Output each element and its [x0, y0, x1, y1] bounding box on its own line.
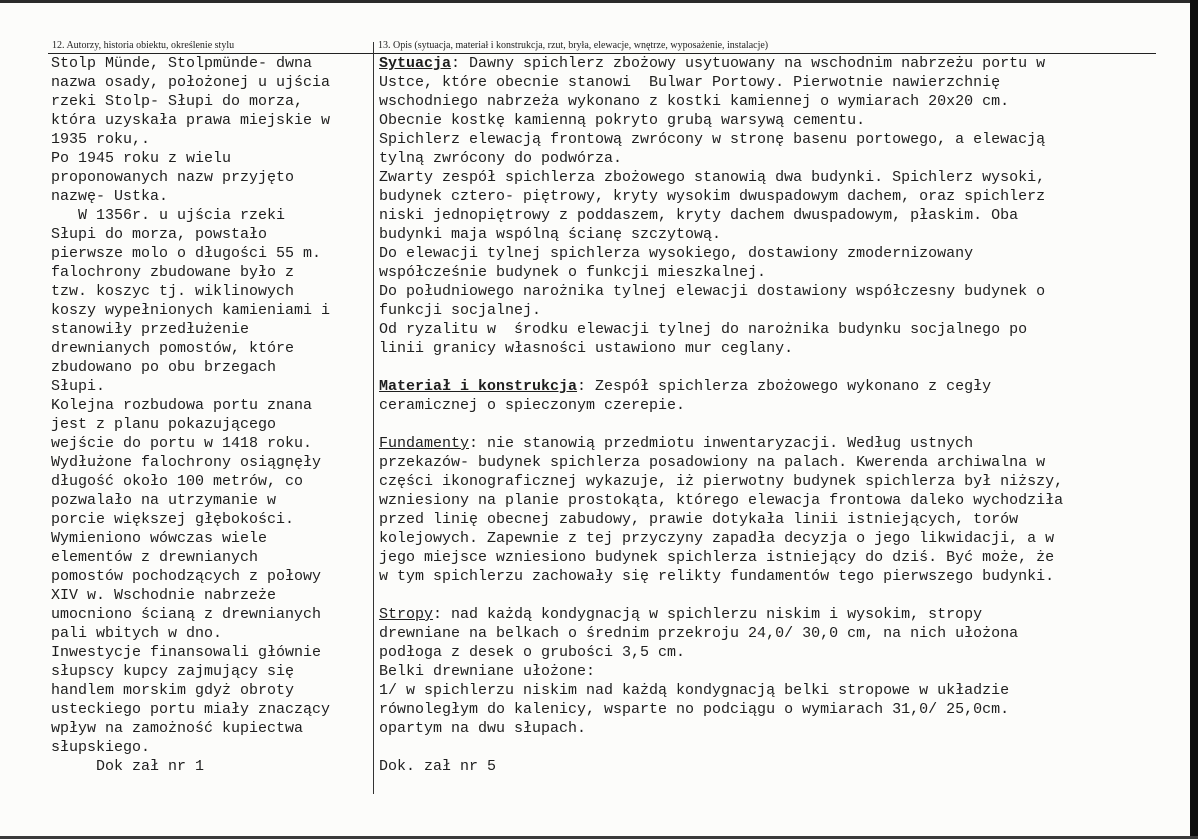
- line-text: w tym spichlerzu zachowały się relikty fundamentów tego pierwszego budynki.: [379, 568, 1055, 585]
- line-text: budynek cztero- piętrowy, kryty wysokim dwuspadowym dachem, oraz spichlerz: [379, 188, 1046, 205]
- description-text-line: [379, 681, 1154, 700]
- line-text: : Dawny spichlerz zbożowy usytuowany na wschodnim nabrzeżu portu w: [451, 55, 1046, 72]
- history-text-line: 1935 roku,.: [51, 131, 151, 148]
- history-text-line: drewnianych pomostów, które: [51, 340, 295, 357]
- line-text: : nie stanowią przedmiotu inwentaryzacji. Według ustnych: [469, 435, 974, 452]
- scan-edge-top: [0, 0, 1198, 3]
- line-text: Zwarty zespół spichlerza zbożowego stanowią dwa budynki. Spichlerz wysoki,: [379, 169, 1046, 186]
- description-text-line: [379, 377, 1154, 396]
- right-column-header: 13. Opis (sytuacja, materiał i konstrukcja, rzut, bryła, elewacje, wnętrze, wyposażenie, instalacje): [378, 40, 769, 51]
- line-text: Dok. zał nr 5: [379, 758, 497, 775]
- line-text: jego miejsce wzniesiono budynek spichlerza istniejący do dziś. Być może, że: [379, 549, 1055, 566]
- description-text-line: [379, 244, 1154, 263]
- history-text-line: słupscy kupcy zajmujący się: [51, 663, 295, 680]
- line-text: wzniesiony na planie prostokąta, którego elewacja frontowa daleko wychodziła: [379, 492, 1064, 509]
- description-text-line: [379, 700, 1154, 719]
- scan-edge-right: [1190, 0, 1198, 839]
- history-text-line: XIV w. Wschodnie nabrzeże: [51, 587, 277, 604]
- description-text-line: [379, 396, 1154, 415]
- description-text-line: [379, 643, 1154, 662]
- line-text: niski jednopiętrowy z poddaszem, kryty dachem dwuspadowym, płaskim. Oba: [379, 207, 1019, 224]
- history-text-line: wejście do portu w 1418 roku.: [51, 435, 313, 452]
- history-text-line: nazwa osady, położonej u ujścia: [51, 74, 331, 91]
- line-text: 1/ w spichlerzu niskim nad każdą kondygnacją belki stropowe w układzie: [379, 682, 1010, 699]
- description-text-line: [379, 225, 1154, 244]
- history-text-line: proponowanych nazw przyjęto: [51, 169, 295, 186]
- description-text-line: [379, 757, 1154, 776]
- history-text-line: handlem morskim gdyż obroty: [51, 682, 295, 699]
- line-text: Ustce, które obecnie stanowi Bulwar Portowy. Pierwotnie nawierzchnię: [379, 74, 1001, 91]
- section-label: Materiał i konstrukcja: [379, 378, 578, 395]
- description-text-line: [379, 719, 1154, 738]
- history-text-line: falochrony zbudowane było z: [51, 264, 295, 281]
- description-text-line: [379, 149, 1154, 168]
- line-text: podłoga z desek o grubości 3,5 cm.: [379, 644, 686, 661]
- line-text: tylną zwrócony do podwórza.: [379, 150, 623, 167]
- history-text-line: pali wbitych w dno.: [51, 625, 223, 642]
- description-text-line: [379, 548, 1154, 567]
- history-text-line: pomostów pochodzących z połowy: [51, 568, 322, 585]
- history-text-line: Po 1945 roku z wielu: [51, 150, 232, 167]
- section-label: Stropy: [379, 606, 434, 623]
- line-text: drewniane na belkach o średnim przekroju 24,0/ 30,0 cm, na nich ułożona: [379, 625, 1019, 642]
- history-text-line: elementów z drewnianych: [51, 549, 259, 566]
- section-label: Sytuacja: [379, 55, 452, 72]
- description-column: [379, 54, 1154, 776]
- column-divider: [373, 42, 374, 794]
- line-text: współcześnie budynek o funkcji mieszkalnej.: [379, 264, 767, 281]
- line-text: ceramicznej o spieczonym czerepie.: [379, 397, 686, 414]
- line-text: : nad każdą kondygnacją w spichlerzu niskim i wysokim, stropy: [433, 606, 983, 623]
- line-text: Do elewacji tylnej spichlerza wysokiego, dostawiony zmodernizowany: [379, 245, 974, 262]
- history-text-line: Słupi.: [51, 378, 106, 395]
- line-text: Do południowego narożnika tylnej elewacji dostawiony współczesny budynek o: [379, 283, 1046, 300]
- history-text-line: Kolejna rozbudowa portu znana: [51, 397, 313, 414]
- description-text-line: [379, 662, 1154, 681]
- history-text-line: umocniono ścianą z drewnianych: [51, 606, 322, 623]
- history-text-line: długość około 100 metrów, co: [51, 473, 304, 490]
- history-text-line: Słupi do morza, powstało: [51, 226, 268, 243]
- description-text-line: [379, 73, 1154, 92]
- line-text: przed linię obecnej zabudowy, prawie dotykała linii istniejących, torów: [379, 511, 1019, 528]
- line-text: opartym na dwu słupach.: [379, 720, 587, 737]
- history-text-line: która uzyskała prawa miejskie w: [51, 112, 331, 129]
- history-text-line: Inwestycje finansowali głównie: [51, 644, 322, 661]
- left-column-header: 12. Autorzy, historia obiektu, określenie stylu: [52, 40, 235, 51]
- description-text-line: [379, 168, 1154, 187]
- line-text: kolejowych. Zapewnie z tej przyczyny zapadła decyzja o jego likwidacji, a w: [379, 530, 1055, 547]
- history-text-line: zbudowano po obu brzegach: [51, 359, 277, 376]
- history-text-line: Wymieniono wówczas wiele: [51, 530, 268, 547]
- history-text-line: W 1356r. u ujścia rzeki: [51, 207, 286, 224]
- description-text-line: [379, 738, 1154, 757]
- history-text-line: tzw. koszyc tj. wiklinowych: [51, 283, 295, 300]
- description-text-line: [379, 263, 1154, 282]
- history-text-line: Dok zał nr 1: [51, 758, 205, 775]
- history-column: [51, 54, 369, 776]
- section-label: Fundamenty: [379, 435, 470, 452]
- description-text-line: [379, 491, 1154, 510]
- description-text-line: [379, 453, 1154, 472]
- history-text-line: Stolp Münde, Stolpmünde- dwna: [51, 55, 313, 72]
- history-text-line: rzeki Stolp- Słupi do morza,: [51, 93, 304, 110]
- description-text-line: [379, 130, 1154, 149]
- description-text-line: [379, 415, 1154, 434]
- line-text: : Zespół spichlerza zbożowego wykonano z cegły: [577, 378, 992, 395]
- line-text: Belki drewniane ułożone:: [379, 663, 596, 680]
- line-text: wschodniego nabrzeża wykonano z kostki kamiennej o wymiarach 20x20 cm.: [379, 93, 1010, 110]
- description-text-line: [379, 54, 1154, 73]
- description-text-line: [379, 586, 1154, 605]
- description-text-line: [379, 92, 1154, 111]
- history-text-line: porcie większej głębokości.: [51, 511, 295, 528]
- description-text-line: [379, 339, 1154, 358]
- description-text-line: [379, 605, 1154, 624]
- line-text: przekazów- budynek spichlerza posadowiony na palach. Kwerenda archiwalna w: [379, 454, 1046, 471]
- line-text: funkcji socjalnej.: [379, 302, 542, 319]
- history-text-line: usteckiego portu miały znaczący: [51, 701, 331, 718]
- line-text: Spichlerz elewacją frontową zwrócony w stronę basenu portowego, a elewacją: [379, 131, 1046, 148]
- description-text-line: [379, 187, 1154, 206]
- history-text-line: koszy wypełnionych kamieniami i: [51, 302, 331, 319]
- history-text-line: wpływ na zamożność kupiectwa: [51, 720, 304, 737]
- description-text-line: [379, 472, 1154, 491]
- history-text-line: słupskiego.: [51, 739, 151, 756]
- history-text-line: nazwę- Ustka.: [51, 188, 169, 205]
- line-text: Obecnie kostkę kamienną pokryto grubą warsywą cementu.: [379, 112, 866, 129]
- description-text-line: [379, 320, 1154, 339]
- description-text-line: [379, 624, 1154, 643]
- description-text-line: [379, 567, 1154, 586]
- history-text-line: stanowiły przedłużenie: [51, 321, 250, 338]
- description-text-line: [379, 282, 1154, 301]
- line-text: Od ryzalitu w środku elewacji tylnej do narożnika budynku socjalnego po: [379, 321, 1028, 338]
- description-text-line: [379, 206, 1154, 225]
- line-text: linii granicy własności ustawiono mur ceglany.: [379, 340, 794, 357]
- history-text-line: jest z planu pokazującego: [51, 416, 277, 433]
- description-text-line: [379, 301, 1154, 320]
- description-text-line: [379, 529, 1154, 548]
- line-text: budynki maja wspólną ścianę szczytową.: [379, 226, 722, 243]
- description-text-line: [379, 358, 1154, 377]
- description-text-line: [379, 111, 1154, 130]
- history-text-line: pierwsze molo o długości 55 m.: [51, 245, 322, 262]
- line-text: równoległym do kalenicy, wsparte no podciągu o wymiarach 31,0/ 25,0cm.: [379, 701, 1010, 718]
- history-text-line: pozwalało na utrzymanie w: [51, 492, 277, 509]
- description-text-line: [379, 434, 1154, 453]
- description-text-line: [379, 510, 1154, 529]
- history-text-line: Wydłużone falochrony osiągnęły: [51, 454, 322, 471]
- line-text: części ikonograficznej wykazuje, iż pierwotny budynek spichlerza był niższy,: [379, 473, 1064, 490]
